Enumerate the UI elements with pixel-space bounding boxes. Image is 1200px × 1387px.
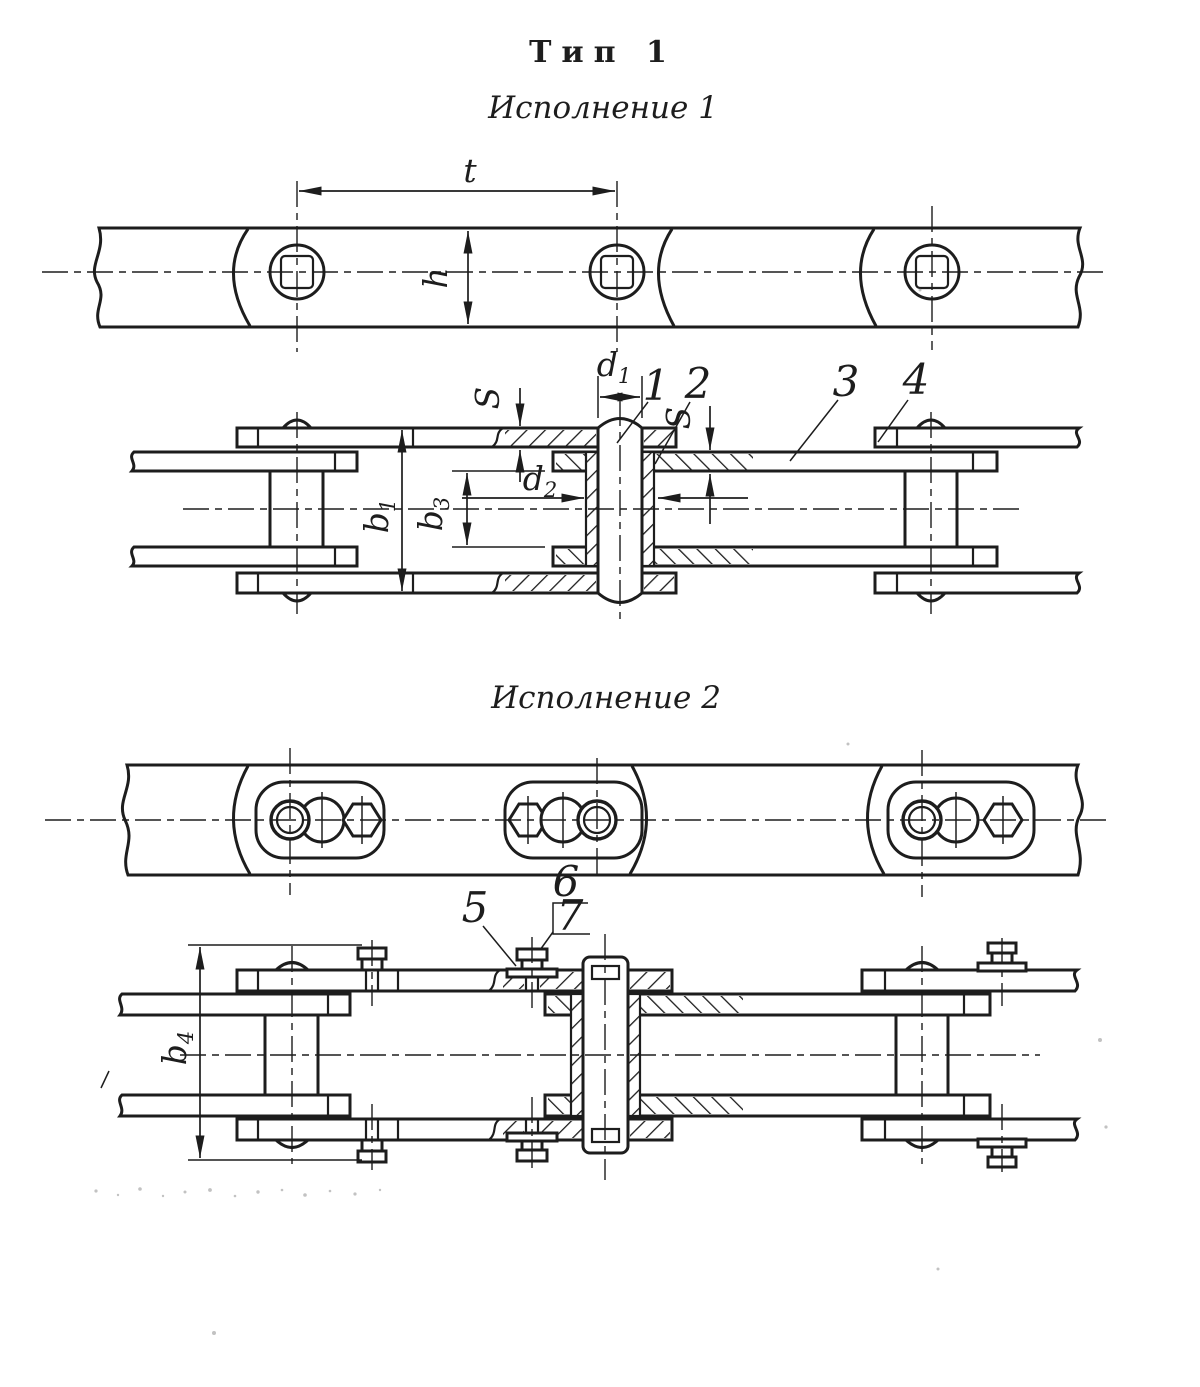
part-label-3: 3 — [832, 357, 860, 406]
part-label-1: 1 — [642, 361, 670, 410]
dim-label-b3: $b_3$ — [411, 496, 454, 532]
part-label-2: 2 — [684, 359, 712, 408]
dim-label-h: h — [416, 267, 455, 289]
dimension-b1 — [357, 430, 402, 591]
dim-label-d2: $d_2$ — [522, 459, 558, 502]
callout-bolt — [462, 883, 516, 966]
fig2-caption: Исполнение 2 — [491, 680, 721, 716]
execution1-top-view — [94, 151, 1082, 327]
dim-label-s-inner: S — [659, 406, 698, 430]
inner-plate-top-2 — [120, 994, 990, 1015]
dim-label-b1: $b_1$ — [357, 498, 400, 534]
dimension-t — [299, 151, 615, 191]
dim-label-b4: $b_4$ — [155, 1030, 198, 1066]
inner-plate-bottom — [132, 547, 997, 566]
dim-label-t: t — [463, 151, 477, 190]
stray-mark — [101, 1071, 109, 1088]
callout-inner-plate — [790, 357, 859, 461]
callout-lock-washer — [535, 891, 590, 957]
part-label-4: 4 — [902, 355, 930, 404]
dim-label-s-outer: S — [468, 386, 507, 410]
dim-label-d1: $d_1$ — [596, 345, 632, 388]
fig1-caption: Исполнение 1 — [488, 90, 718, 126]
part-label-5: 5 — [461, 883, 489, 932]
inner-plate-bottom-2 — [120, 1095, 990, 1116]
inner-plate-top — [132, 452, 997, 471]
execution1-front-view — [132, 345, 1080, 603]
part-label-6: 6 — [552, 857, 580, 906]
part-label-7: 7 — [556, 891, 584, 940]
sheet-title: Тип 1 — [529, 35, 677, 70]
